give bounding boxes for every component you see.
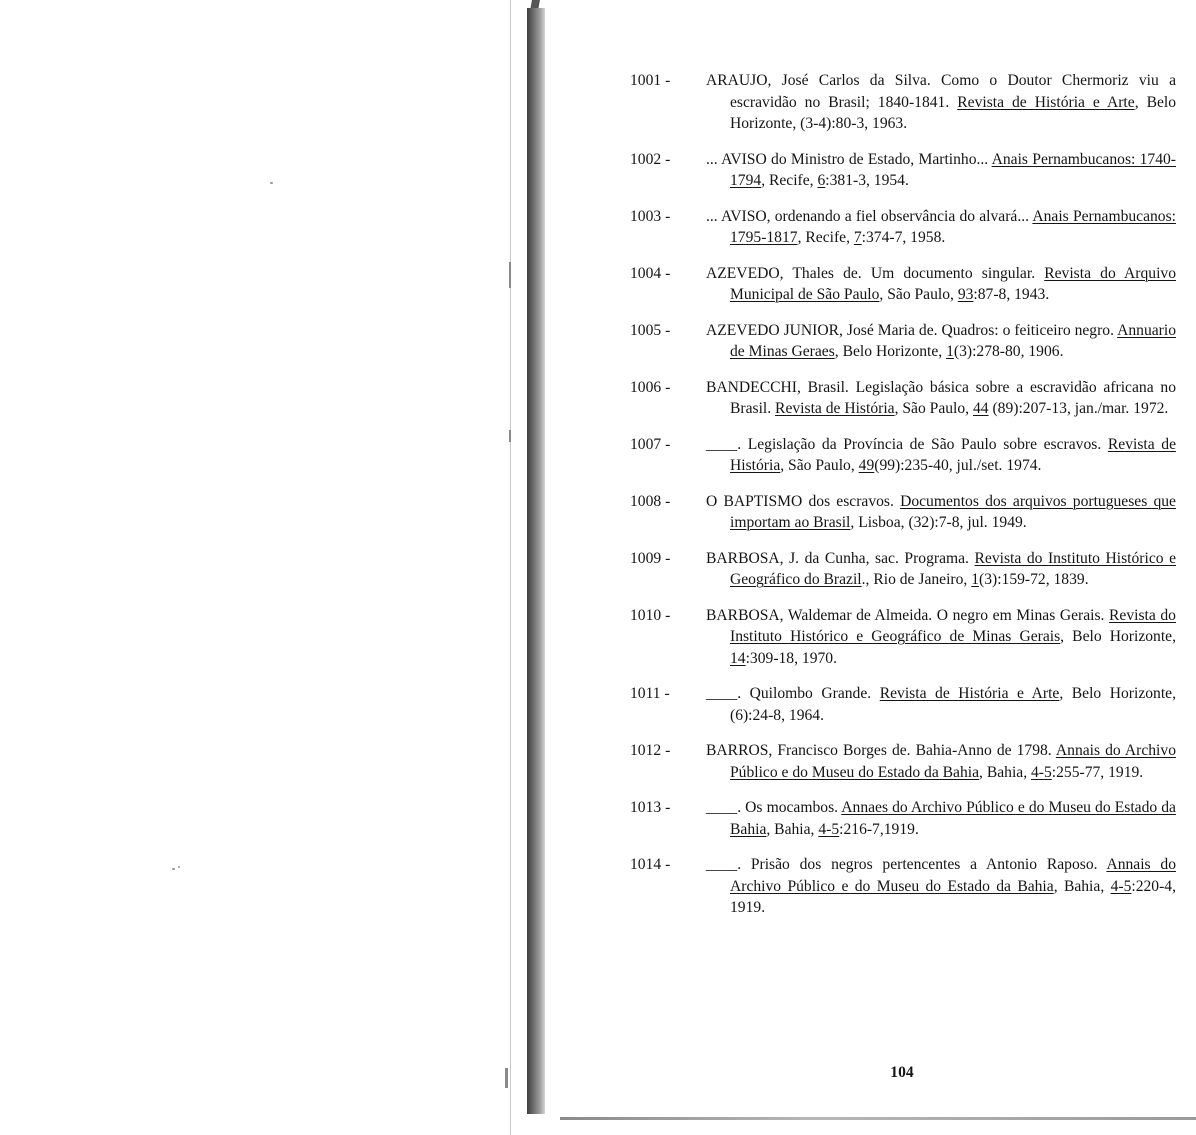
- citation-title-underlined: 44: [972, 400, 989, 417]
- citation-text: , Bahia,: [979, 763, 1031, 781]
- left-page-blank: [0, 0, 500, 1135]
- citation-text: :381-3, 1954.: [825, 172, 909, 189]
- citation-text: ... AVISO do Ministro de Estado, Martinho...: [706, 150, 992, 168]
- bibliography-entry: [630, 70, 1176, 135]
- entry-number: 1012 -: [630, 742, 671, 759]
- citation-text: ... AVISO, ordenando a fiel observância do alvará...: [706, 207, 1033, 225]
- citation-text: , São Paulo,: [879, 286, 958, 303]
- page-number: 104: [890, 1064, 914, 1081]
- entry-number: 1001 -: [630, 72, 671, 89]
- citation-title-underlined: Annais do Archivo Público e do Museu do Estado da Bahia: [730, 856, 1176, 895]
- bibliography-entry: [630, 548, 1176, 591]
- page-bottom-edge: [560, 1117, 1196, 1120]
- citation-text: :220-4, 1919.: [730, 877, 1176, 916]
- citation-title-underlined: 4-5: [818, 820, 840, 838]
- entry-citation: [706, 797, 1176, 840]
- entry-citation: [706, 320, 1176, 363]
- citation-text: BANDECCHI, Brasil. Legislação básica sobre a escravidão africana no Brasil.: [706, 378, 1176, 417]
- citation-title-underlined: Revista do Instituto Histórico e Geográfico de Minas Gerais: [730, 606, 1176, 645]
- citation-text: (3):159-72, 1839.: [979, 571, 1089, 588]
- citation-title-underlined: 4-5: [1110, 877, 1132, 895]
- entry-citation: [706, 491, 1176, 534]
- citation-title-underlined: Revista do Arquivo Municipal de São Paulo: [730, 264, 1177, 303]
- citation-text: , Belo Horizonte, (6):24-8, 1964.: [730, 685, 1177, 724]
- citation-text: ____. Legislação da Província de São Paulo sobre escravos.: [706, 435, 1108, 453]
- bibliography-entry: [630, 149, 1176, 192]
- citation-title-underlined: 1: [946, 343, 954, 360]
- citation-title-underlined: 6: [817, 172, 826, 189]
- citation-text: BARBOSA, Waldemar de Almeida. O negro em Minas Gerais.: [706, 606, 1110, 624]
- citation-text: O BAPTISMO dos escravos.: [706, 492, 901, 510]
- citation-title-underlined: 1: [971, 571, 980, 588]
- citation-text: (89):207-13, jan./mar. 1972.: [988, 400, 1169, 417]
- citation-title-underlined: Documentos dos arquivos portugueses que importam ao Brasil: [730, 492, 1176, 531]
- citation-title-underlined: 7: [853, 229, 862, 246]
- citation-title-underlined: Revista de História e Arte: [879, 685, 1060, 702]
- citation-text: :374-7, 1958.: [861, 229, 946, 246]
- entry-citation: [706, 854, 1176, 919]
- entry-number: 1010 -: [630, 606, 671, 624]
- citation-text: (99):235-40, jul./set. 1974.: [874, 457, 1042, 474]
- bibliography-entry: [630, 797, 1176, 840]
- citation-title-underlined: Revista de História e Arte: [957, 93, 1135, 111]
- citation-text: , Recife,: [797, 229, 854, 246]
- page-gutter: [510, 0, 511, 1135]
- citation-title-underlined: Anais Pernambucanos: 1795-1817: [730, 207, 1177, 246]
- citation-title-underlined: Annuario de Minas Geraes: [730, 321, 1176, 360]
- citation-text: ____. Os mocambos.: [706, 799, 842, 816]
- gutter-mark: [505, 1068, 508, 1088]
- citation-text: ____. Quilombo Grande.: [706, 685, 880, 702]
- citation-title-underlined: Revista de História: [775, 400, 895, 417]
- citation-title-underlined: 4-5: [1031, 763, 1052, 781]
- citation-text: (3):278-80, 1906.: [953, 343, 1064, 360]
- citation-text: :216-7,1919.: [839, 820, 919, 838]
- entry-citation: [706, 263, 1176, 306]
- entry-citation: [706, 434, 1176, 477]
- citation-text: , São Paulo,: [894, 400, 973, 417]
- book-spine-shadow: [527, 8, 545, 1114]
- scan-speck: [172, 868, 175, 870]
- entry-number: 1002 -: [630, 150, 671, 168]
- citation-text: :255-77, 1919.: [1051, 763, 1144, 781]
- citation-text: , Bahia,: [1053, 877, 1111, 895]
- bibliography-entry: [630, 263, 1176, 306]
- entry-number: 1008 -: [630, 492, 671, 510]
- citation-title-underlined: 49: [858, 457, 875, 474]
- citation-text: , Lisboa, (32):7-8, jul. 1949.: [850, 514, 1027, 531]
- entry-number: 1006 -: [630, 378, 671, 396]
- bibliography-entry: [630, 683, 1176, 726]
- entry-number: 1014 -: [630, 856, 671, 873]
- entry-number: 1007 -: [630, 435, 671, 453]
- citation-text: , Recife,: [761, 172, 818, 189]
- entry-number: 1005 -: [630, 321, 671, 339]
- citation-title-underlined: 14: [730, 649, 746, 667]
- citation-text: , Bahia,: [766, 820, 819, 838]
- citation-text: , São Paulo,: [780, 457, 859, 474]
- entry-number: 1011 -: [630, 685, 670, 702]
- bibliography-entry: [630, 434, 1176, 477]
- citation-text: BARBOSA, J. da Cunha, sac. Programa.: [706, 549, 975, 567]
- entry-citation: [706, 70, 1176, 135]
- entry-citation: [706, 740, 1176, 783]
- entry-citation: [706, 206, 1176, 249]
- citation-text: AZEVEDO JUNIOR, José Maria de. Quadros: o feiticeiro negro.: [706, 321, 1118, 339]
- citation-text: , Belo Horizonte,: [1060, 628, 1176, 645]
- citation-text: :87-8, 1943.: [973, 286, 1050, 303]
- citation-text: BARROS, Francisco Borges de. Bahia-Anno de 1798.: [706, 742, 1056, 759]
- bibliography-entry: [630, 206, 1176, 249]
- bibliography-entry: [630, 491, 1176, 534]
- gutter-mark: [509, 262, 511, 288]
- scan-speck: [178, 866, 180, 868]
- citation-text: AZEVEDO, Thales de. Um documento singular.: [706, 264, 1045, 282]
- bibliography-entry: [630, 740, 1176, 783]
- bibliography-entry: [630, 377, 1176, 420]
- entry-citation: [706, 548, 1176, 591]
- entry-citation: [706, 377, 1176, 420]
- citation-text: ARAUJO, José Carlos da Silva. Como o Doutor Chermoriz viu a escravidão no Brasil; 1840-1841.: [706, 72, 1176, 111]
- entry-citation: [706, 149, 1176, 192]
- entry-number: 1009 -: [630, 549, 671, 567]
- citation-title-underlined: Revista do Instituto Histórico e Geográfico do Brazil: [730, 549, 1177, 588]
- citation-title-underlined: Annaes do Archivo Público e do Museu do Estado da Bahia: [730, 799, 1176, 838]
- entry-number: 1004 -: [630, 264, 671, 282]
- bibliography-entry: [630, 854, 1176, 919]
- entry-citation: [706, 683, 1176, 726]
- citation-title-underlined: Anais Pernambucanos: 1740-1794: [730, 150, 1176, 189]
- citation-title-underlined: Annais do Archivo Público e do Museu do Estado da Bahia: [730, 742, 1176, 781]
- entry-number: 1013 -: [630, 799, 671, 816]
- scan-speck: [270, 182, 273, 184]
- citation-text: , Belo Horizonte,: [834, 343, 947, 360]
- citation-title-underlined: 93: [957, 286, 974, 303]
- bibliography-entry: [630, 605, 1176, 670]
- bibliography-entries: [630, 70, 1176, 933]
- entry-number: 1003 -: [630, 207, 671, 225]
- citation-text: :309-18, 1970.: [745, 649, 837, 667]
- gutter-mark: [509, 430, 511, 442]
- entry-citation: [706, 605, 1176, 670]
- citation-text: ____. Prisão dos negros pertencentes a Antonio Raposo.: [706, 856, 1107, 873]
- citation-text: ., Rio de Janeiro,: [861, 571, 972, 588]
- citation-text: , Belo Horizonte, (3-4):80-3, 1963.: [730, 93, 1177, 132]
- bibliography-entry: [630, 320, 1176, 363]
- citation-title-underlined: Revista de História: [730, 435, 1177, 474]
